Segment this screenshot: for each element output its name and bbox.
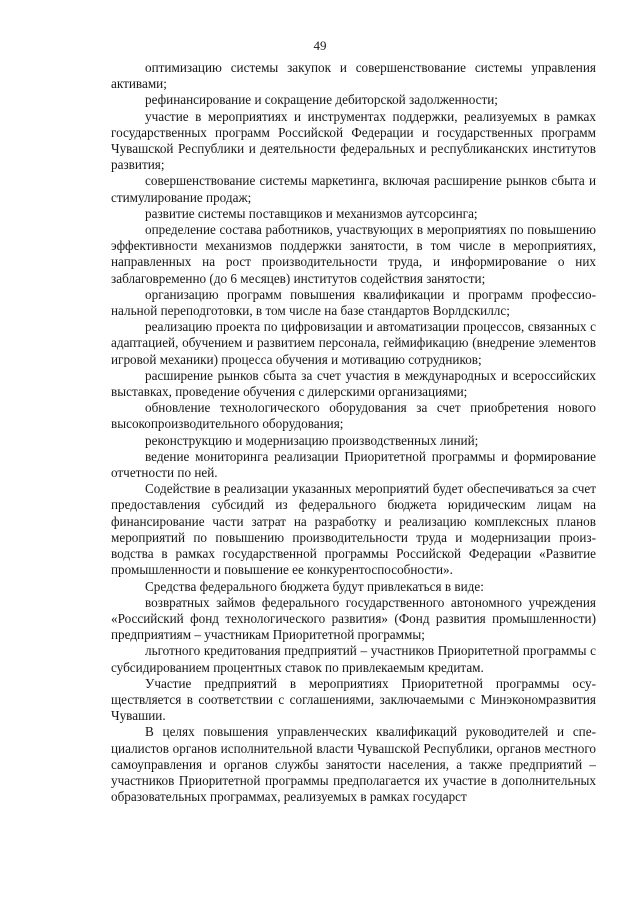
paragraph: развитие системы поставщиков и механизмов аутсорсинга; <box>145 205 478 221</box>
page-number: 49 <box>313 38 327 53</box>
paragraph: Содействие в реализации указанных мероприятий будет обеспечиваться за счет предоставления субсидий из федерального бюджета юридическим лицам на финансирование части затрат на разработку и реализацию комплексных планов мероприятий по повышению производительности труда и модернизации производства в рамках государственной программы Российской Федерации «Развитие промышленности и повышение ее конкурентоспособности». <box>111 481 596 578</box>
paragraph: Средства федерального бюджета будут привлекаться в виде: <box>145 578 484 594</box>
paragraph: возвратных займов федерального государственного автономного учреждения «Российский фонд технологического развития» (Фонд развития промышленности) предприятиям – участникам Приоритетной программы; <box>111 594 596 643</box>
paragraph: льготного кредитования предприятий – участников Приоритетной программы с субсидированием процентных ставок по привлекаемым кредитам. <box>111 643 596 675</box>
paragraph: определение состава работников, участвующих в мероприятиях по повышению эффективности механизмов поддержки занятости, в том числе в мероприятиях, направленных на рост производительности труда, и информирование о них заблаговременно (до 6 месяцев) институтов содействия занятости; <box>111 222 596 286</box>
paragraph: Участие предприятий в мероприятиях Приоритетной программы осуществляется в соответствии с соглашениями, заключаемыми с Минэкономразвития Чувашии. <box>111 675 596 724</box>
paragraph: организацию программ повышения квалификации и программ профессиональной переподготовки, в том числе на базе стандартов Ворлдскиллс; <box>111 286 596 319</box>
paragraph: реализацию проекта по цифровизации и автоматизации процессов, связанных с адаптацией, обучением и развитием персонала, геймификацию (внедрение элементов игровой механики) процесса обучения и мотивацию сотрудников; <box>111 319 596 367</box>
paragraph: ведение мониторинга реализации Приоритетной программы и формирование отчетности по ней. <box>111 448 596 481</box>
paragraph: расширение рынков сбыта за счет участия в международных и всероссийских выставках, проведение обучения с дилерскими организациями; <box>111 367 596 400</box>
paragraph: совершенствование системы маркетинга, включая расширение рынков сбыта и стимулирование продаж; <box>111 173 596 205</box>
paragraph: обновление технологического оборудования за счет приобретения нового высокопроизводительного оборудования; <box>111 400 596 432</box>
paragraph: участие в мероприятиях и инструментах поддержки, реализуемых в рамках государственных программ Российской Федерации и государственных программ Чувашской Республики и деятельности федеральных и республиканских институтов развития; <box>111 108 596 173</box>
paragraph: оптимизацию системы закупок и совершенствование системы управления активами; <box>111 60 596 92</box>
paragraph: В целях повышения управленческих квалификаций руководителей и специалистов органов исполнительной власти Чувашской Республики, органов местного самоуправления и органов службы занятости населения, а также предприятий – участников Приоритетной программы предполагается их участие в дополнительных образовательных программах, реализуемых в рамках государст <box>111 724 596 805</box>
paragraph: рефинансирование и сокращение дебиторской задолженности; <box>145 92 498 108</box>
body-text <box>111 60 596 805</box>
paragraph: реконструкцию и модернизацию производственных линий; <box>145 432 479 448</box>
